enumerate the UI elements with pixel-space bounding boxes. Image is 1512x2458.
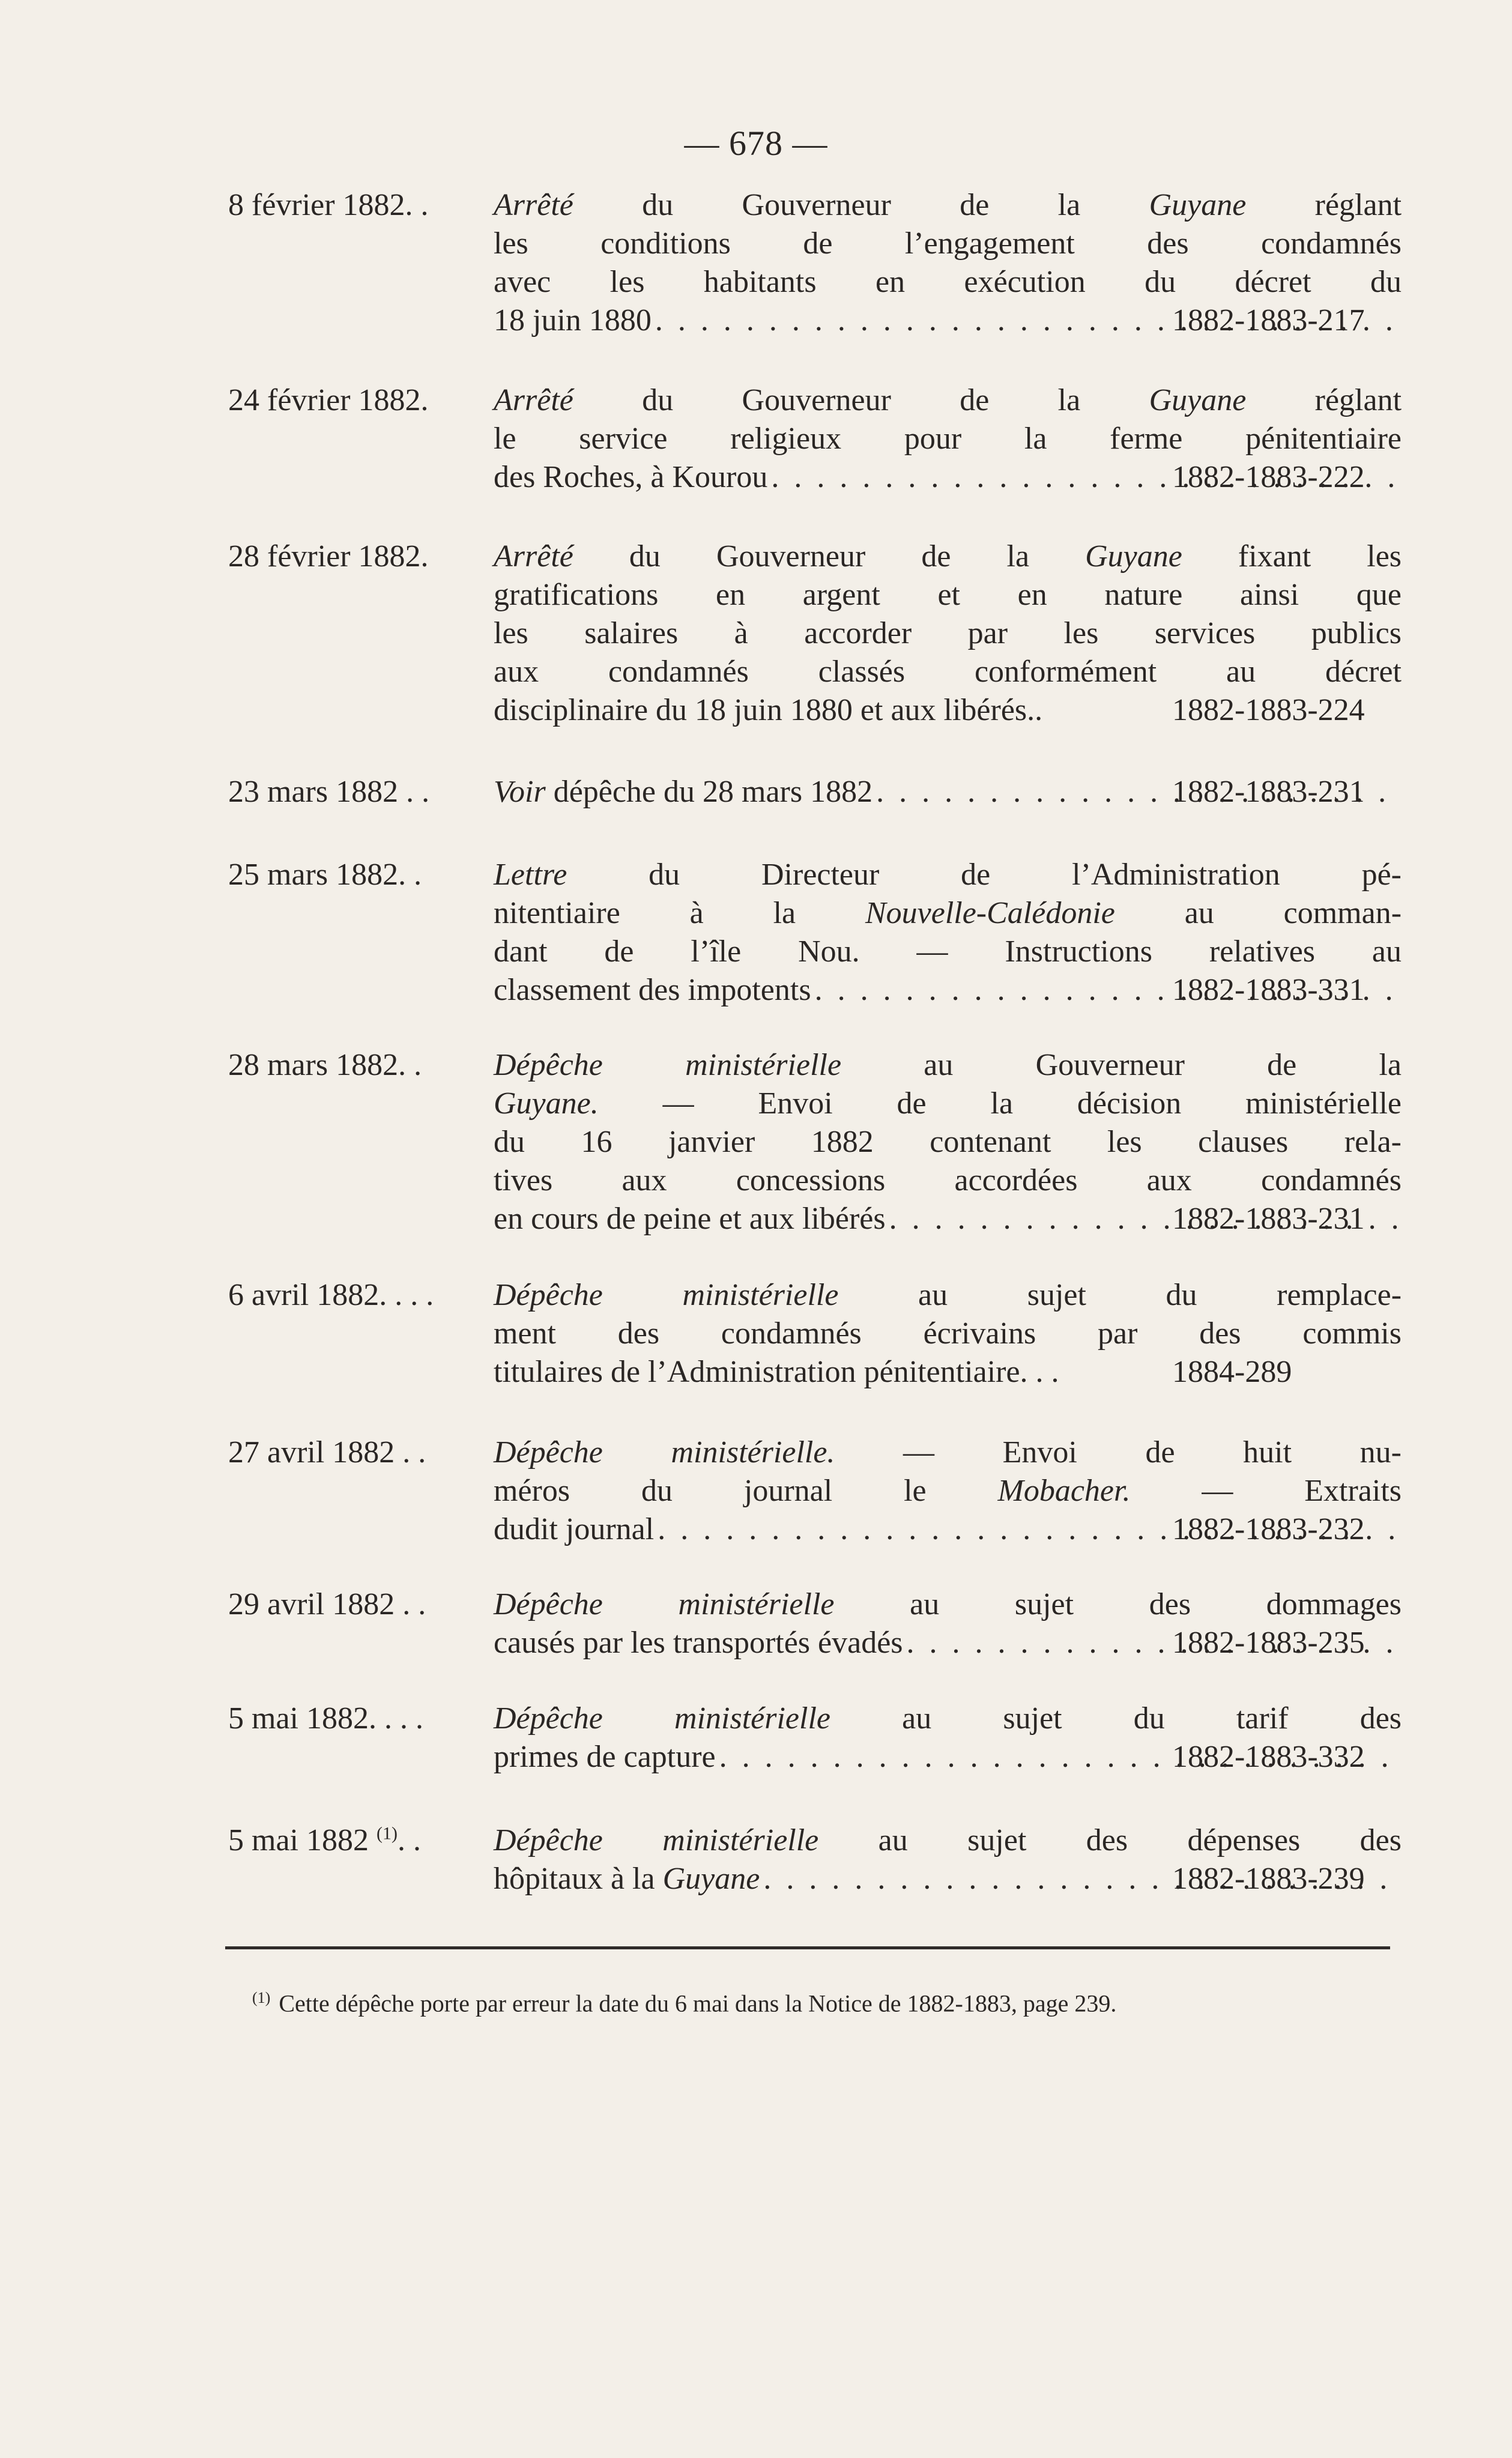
entry-line: hôpitaux à la Guyane . . . [494, 1860, 1402, 1898]
entry-line: 18 juin 1880 . . . [494, 301, 1402, 340]
entry-line: Dépêche ministérielle. — Envoi de huit nu- [494, 1435, 1402, 1470]
entry-line: méros du journal le Mobacher. — Extraits [494, 1474, 1402, 1508]
entry-line: classement des impotents . . . [494, 971, 1402, 1010]
entry-reference: 1882-1883-222 [1172, 460, 1365, 494]
entry-line: Arrêté du Gouverneur de la Guyane fixant les [494, 539, 1402, 574]
footnote-text: Cette dépêche porte par erreur la date du 6 mai dans la Notice de 1882-1883, page 239. [279, 1990, 1117, 2017]
entry-date: 24 février 1882. [228, 383, 429, 417]
entry-date: 29 avril 1882 . . [228, 1587, 426, 1621]
entry-date: 5 mai 1882. . . . [228, 1701, 423, 1736]
entry-line: avec les habitants en exécution du décret du [494, 265, 1402, 299]
entry-reference: 1882-1883-224 [1172, 693, 1365, 727]
entry-line: Dépêche ministérielle au sujet des dommages [494, 1587, 1402, 1621]
entry-line: les salaires à accorder par les services publics [494, 616, 1402, 650]
entry-line: Arrêté du Gouverneur de la Guyane réglant [494, 188, 1402, 222]
entry-line: dudit journal . . . [494, 1510, 1402, 1549]
footnote [252, 1983, 1116, 2018]
entry-line: Arrêté du Gouverneur de la Guyane réglant [494, 383, 1402, 417]
entry-line: titulaires de l’Administration pénitentiaire. . . [494, 1355, 1059, 1389]
page-number: — 678 — [684, 124, 828, 163]
entry-date: 28 mars 1882. . [228, 1048, 422, 1082]
entry-line: dant de l’île Nou. — Instructions relatives au [494, 934, 1402, 969]
entry-date: 25 mars 1882. . [228, 858, 422, 892]
entry-reference: 1882-1883-232 [1172, 1512, 1365, 1546]
entry-reference: 1884-289 [1172, 1355, 1292, 1389]
entry-line: Guyane. — Envoi de la décision ministérielle [494, 1086, 1402, 1121]
entry-reference: 1882-1883-235 [1172, 1626, 1365, 1660]
entry-line: le service religieux pour la ferme pénitentiaire [494, 422, 1402, 456]
entry-reference: 1882-1883-332 [1172, 1740, 1365, 1774]
entry-date: 6 avril 1882. . . . [228, 1278, 434, 1312]
entry-date: 27 avril 1882 . . [228, 1435, 426, 1470]
entry-reference: 1882-1883-217 [1172, 303, 1365, 338]
entry-line: disciplinaire du 18 juin 1880 et aux libérés.. [494, 693, 1043, 727]
entry-line: ment des condamnés écrivains par des commis [494, 1316, 1402, 1351]
entry-line: Dépêche ministérielle au sujet du remplace- [494, 1278, 1402, 1312]
entry-line: Lettre du Directeur de l’Administration pé- [494, 858, 1402, 892]
entry-date: 5 mai 1882 $^{(1)}$. . [228, 1823, 421, 1857]
entry-reference: 1882-1883-331 [1172, 973, 1365, 1007]
entry-line: tives aux concessions accordées aux condamnés [494, 1163, 1402, 1197]
entry-line: des Roches, à Kourou . . . [494, 458, 1402, 497]
entry-date: 23 mars 1882 . . [228, 775, 430, 809]
entry-date: 8 février 1882. . [228, 188, 429, 222]
entry-line: Dépêche ministérielle au Gouverneur de la [494, 1048, 1402, 1082]
entry-line: primes de capture . . . [494, 1738, 1402, 1776]
entry-line: du 16 janvier 1882 contenant les clauses rela- [494, 1125, 1402, 1159]
entry-line: Dépêche ministérielle au sujet des dépenses des [494, 1823, 1402, 1857]
footnote-divider [225, 1946, 1390, 1949]
entry-reference: 1882-1883-231 [1172, 1202, 1365, 1236]
entry-line: aux condamnés classés conformément au décret [494, 655, 1402, 689]
entry-line: en cours de peine et aux libérés . . . [494, 1200, 1402, 1238]
entry-reference: 1882-1883-231 [1172, 775, 1365, 809]
entry-line: les conditions de l’engagement des condamnés [494, 226, 1402, 261]
entry-reference: 1882-1883-239 [1172, 1862, 1365, 1896]
entry-line: nitentiaire à la Nouvelle-Calédonie au comman- [494, 896, 1402, 930]
footnote-mark: (1) [252, 1989, 271, 2006]
footnote-reference[interactable]: (1) [376, 1823, 398, 1844]
entry-line: gratifications en argent et en nature ainsi que [494, 578, 1402, 612]
entry-line: causés par les transportés évadés . . . [494, 1624, 1402, 1662]
entry-line: Dépêche ministérielle au sujet du tarif des [494, 1701, 1402, 1736]
entry-line: Voir dépêche du 28 mars 1882 . . . [494, 773, 1402, 811]
entry-date: 28 février 1882. [228, 539, 429, 574]
